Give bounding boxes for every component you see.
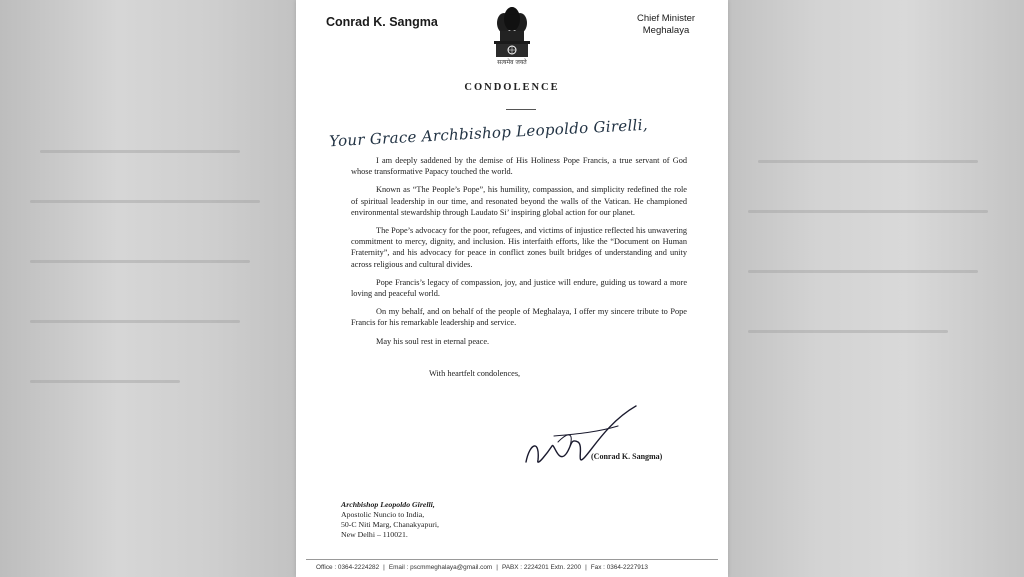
title-line-1: Chief Minister [636,13,696,24]
letter-footer [316,564,716,571]
footer-office: Office : 0364-2224282 [316,564,380,571]
footer-email: Email : pscmmeghalaya@gmail.com [388,564,493,571]
paragraph: Pope Francis’s legacy of compassion, joy, and justice will endure, guiding us toward a more loving and peaceful world. [351,277,687,299]
address-line: New Delhi – 110021. [341,530,408,539]
title-line-2: Meghalaya [642,25,690,36]
address-line: Apostolic Nuncio to India, [341,510,425,519]
paragraph: The Pope’s advocacy for the poor, refugees, and victims of injustice reflected his unwavering commitment to mercy, dignity, and inclusion. His interfaith efforts, like the “Document on Human Fraternity”, and his advocacy for peace in conflict zones built bridges of understanding and unity across religious and cultural divides. [351,226,687,269]
background-left-blur [0,0,296,577]
letterhead-title [626,13,706,37]
paragraph: I am deeply saddened by the demise of His Holiness Pope Francis, a true servant of God whose transformative Papacy touched the world. [351,156,687,177]
recipient-name: Archbishop Leopoldo Girelli, [341,500,435,509]
footer-separator: | [383,564,385,571]
emblem-motto: सत्यमेव जयते [497,59,527,66]
paragraph: On my behalf, and on behalf of the people of Meghalaya, I offer my sincere tribute to Pope Francis for his remarkable leadership and service. [351,307,687,328]
recipient-address [341,500,439,540]
signature-icon [518,402,648,474]
handwritten-salutation: Your Grace Archbishop Leopoldo Girelli, [328,115,649,151]
signatory-name: (Conrad K. Sangma) [591,452,663,461]
condolence-letter [296,0,728,577]
letterhead-name: Conrad K. Sangma [326,15,438,29]
national-emblem-icon [492,5,532,65]
footer-divider [306,559,718,560]
footer-fax: Fax : 0364-2227913 [590,564,648,571]
paragraph: May his soul rest in eternal peace. [376,336,490,346]
letter-body [351,155,687,354]
background-right-blur [728,0,1024,577]
paragraph: Known as “The People’s Pope”, his humility, compassion, and simplicity redefined the role of spiritual leadership in our time, and resonated beyond the walls of the Vatican. He championed environmental stewardship through Laudato Si’ inspiring global action for our planet. [351,185,687,217]
footer-pabx: PABX : 2224201 Extn. 2200 [501,564,582,571]
address-line: 50-C Niti Marg, Chanakyapuri, [341,520,439,529]
footer-separator: | [496,564,498,571]
heading-divider [506,109,536,110]
letter-heading: CONDOLENCE [464,82,560,93]
closing-line: With heartfelt condolences, [429,369,521,378]
footer-separator: | [585,564,587,571]
